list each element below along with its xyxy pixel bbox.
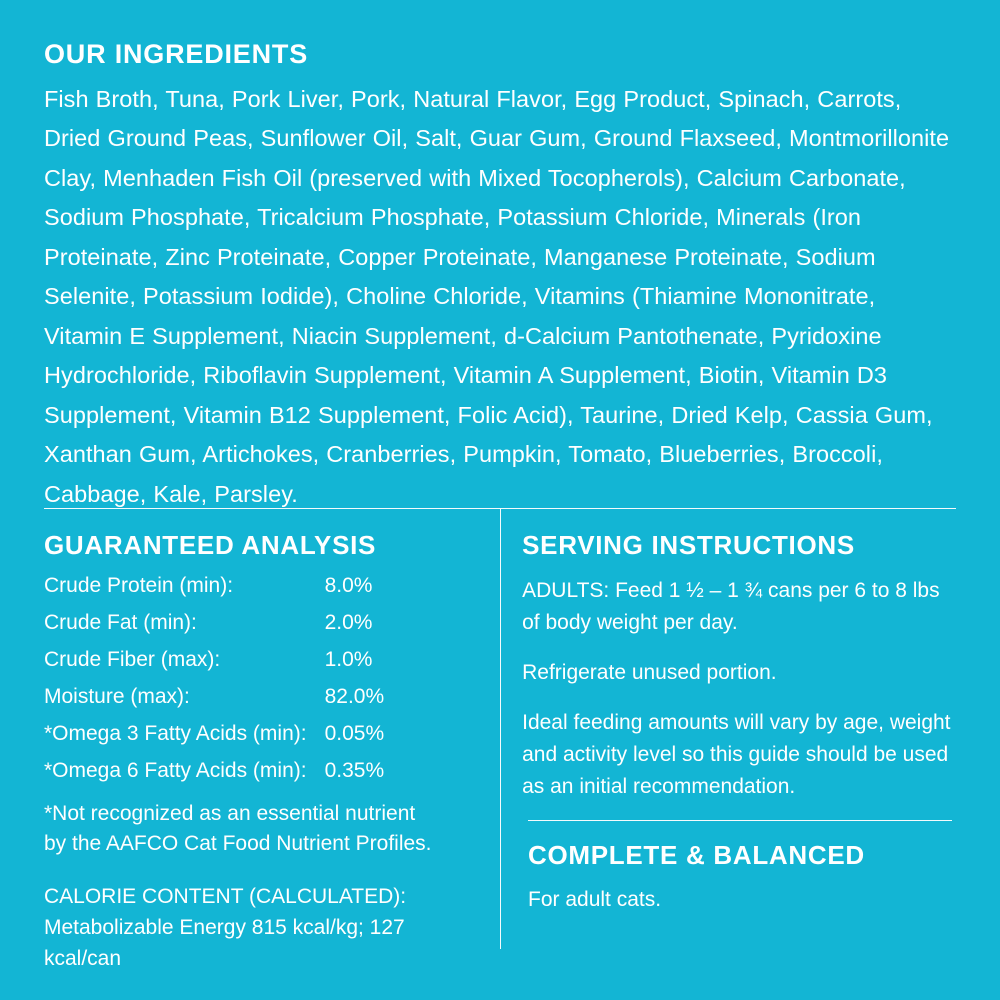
table-row <box>44 649 384 686</box>
serving-instructions-title: SERVING INSTRUCTIONS <box>522 530 855 560</box>
table-row <box>44 760 384 797</box>
guaranteed-analysis-table <box>44 575 384 797</box>
analysis-label: Crude Fat (min): <box>44 611 197 634</box>
table-row <box>44 686 384 723</box>
analysis-label: *Omega 3 Fatty Acids (min): <box>44 722 307 745</box>
ingredients-text: Fish Broth, Tuna, Pork Liver, Pork, Natural Flavor, Egg Product, Spinach, Carrots, Dried Ground Peas, Sunflower Oil, Salt, Guar Gum, Ground Flaxseed, Montmorillonite Clay, Menhaden Fish Oil (preserved with Mixed Tocopherols), Calcium Carbonate, Sodium Phosphate, Tricalcium Phosphate, Potassium Chloride, Minerals (Iron Proteinate, Zinc Proteinate, Copper Proteinate, Manganese Proteinate, Sodium Selenite, Potassium Iodide), Choline Chloride, Vitamins (Thiamine Mononitrate, Vitamin E Supplement, Niacin Supplement, d-Calcium Pantothenate, Pyridoxine Hydrochloride, Riboflavin Supplement, Vitamin A Supplement, Biotin, Vitamin D3 Supplement, Vitamin B12 Supplement, Folic Acid), Taurine, Dried Kelp, Cassia Gum, Xanthan Gum, Artichokes, Cranberries, Pumpkin, Tomato, Blueberries, Broccoli, Cabbage, Kale, Parsley. <box>44 85 950 507</box>
guaranteed-analysis-title: GUARANTEED ANALYSIS <box>44 530 377 560</box>
calorie-content-value: Metabolizable Energy 815 kcal/kg; 127 kcal/can <box>44 916 405 970</box>
aafco-footnote-line1: *Not recognized as an essential nutrient <box>44 802 416 825</box>
aafco-footnote-line2: by the AAFCO Cat Food Nutrient Profiles. <box>44 832 432 855</box>
calorie-content-label: CALORIE CONTENT (CALCULATED): <box>44 885 407 908</box>
guaranteed-analysis-section <box>44 530 478 974</box>
analysis-value: 1.0% <box>324 648 373 671</box>
analysis-value: 0.05% <box>324 722 385 745</box>
analysis-label: Moisture (max): <box>44 685 190 708</box>
table-row <box>44 723 384 760</box>
analysis-value: 2.0% <box>324 611 373 634</box>
serving-paragraph-refrigerate: Refrigerate unused portion. <box>522 661 777 684</box>
ingredients-section <box>44 30 956 514</box>
complete-balanced-subtitle: For adult cats. <box>528 888 662 911</box>
serving-paragraph-guidance: Ideal feeding amounts will vary by age, weight and activity level so this guide should be used as an initial recommendation. <box>522 711 951 798</box>
calorie-content <box>44 881 462 974</box>
complete-balanced-section <box>528 840 968 915</box>
table-row <box>44 612 384 649</box>
analysis-value: 0.35% <box>324 759 385 782</box>
analysis-label: Crude Fiber (max): <box>44 648 221 671</box>
analysis-label: *Omega 6 Fatty Acids (min): <box>44 759 307 782</box>
analysis-value: 82.0% <box>324 685 385 708</box>
analysis-value: 8.0% <box>324 574 373 597</box>
aafco-footnote <box>44 799 462 859</box>
complete-balanced-title: COMPLETE & BALANCED <box>528 840 865 870</box>
table-row <box>44 575 384 612</box>
ingredients-title: OUR INGREDIENTS <box>44 39 309 69</box>
analysis-label: Crude Protein (min): <box>44 574 234 597</box>
serving-paragraph-adults: ADULTS: Feed 1 ½ – 1 ¾ cans per 6 to 8 lbs of body weight per day. <box>522 579 940 634</box>
